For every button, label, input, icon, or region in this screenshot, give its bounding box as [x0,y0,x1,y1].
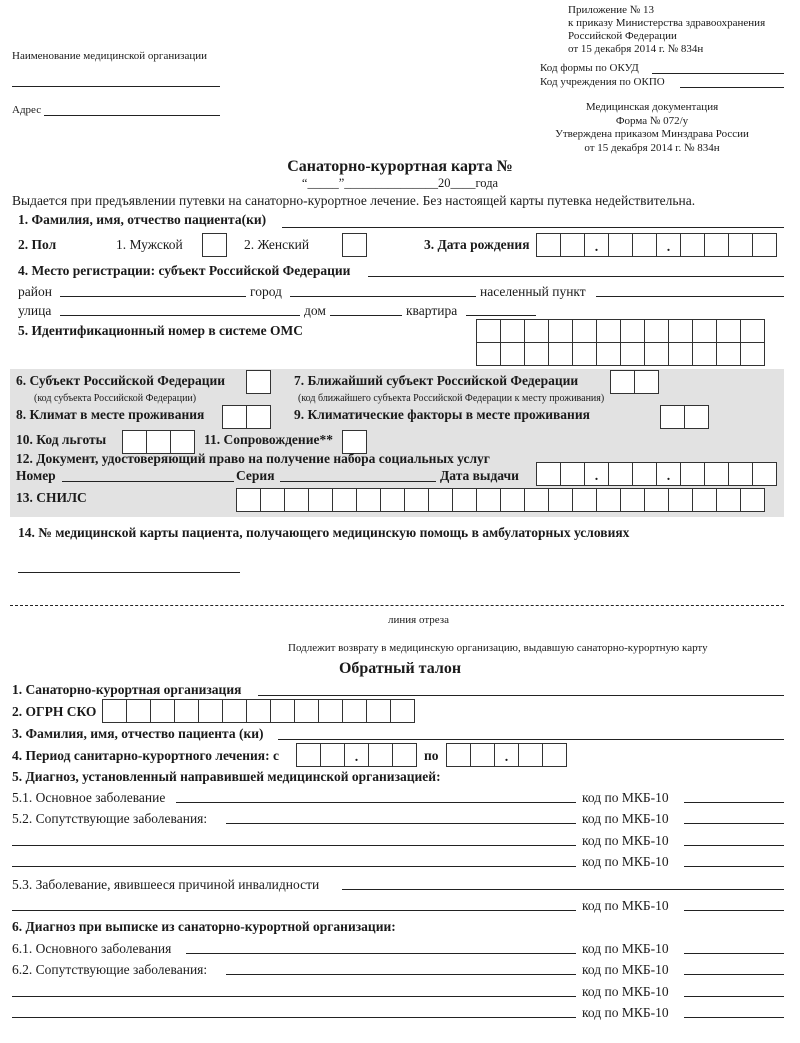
entry-cell[interactable] [596,488,621,512]
entry-cell[interactable] [246,699,271,723]
s61-field[interactable] [186,953,576,954]
entry-cell[interactable] [572,488,597,512]
f12-label: 12. Документ, удостоверяющий право на получение набора социальных услуг [16,451,490,466]
icd-label: код по МКБ-10 [582,1005,669,1020]
f6-label: 6. Субъект Российской Федерации [16,373,226,388]
entry-cell[interactable] [610,370,635,394]
org-name-label: Наименование медицинской организации [12,50,207,62]
f11-label: 11. Сопровождение** [204,432,333,447]
icd-field[interactable] [684,802,784,803]
s52-label: 5.2. Сопутствующие заболевания: [12,811,208,826]
birth-date-boxes[interactable] [536,233,777,257]
cut-line [10,605,784,606]
oms-boxes-row2[interactable] [476,342,765,366]
settlement-field[interactable] [596,296,784,297]
entry-cell[interactable] [270,699,295,723]
entry-cell[interactable] [260,488,285,512]
f6-note: (код субъекта Российской Федерации) [34,393,197,404]
entry-cell[interactable] [668,319,693,343]
entry-cell[interactable] [692,319,717,343]
entry-cell[interactable] [740,319,765,343]
entry-cell[interactable] [342,699,367,723]
entry-cell[interactable] [470,743,495,767]
entry-cell[interactable] [296,743,321,767]
entry-cell[interactable] [560,462,585,486]
address-label: Адрес [12,104,42,116]
entry-cell[interactable] [308,488,333,512]
entry-cell[interactable] [668,488,693,512]
entry-cell[interactable] [294,699,319,723]
card-date-line[interactable]: “_____”_______________20____года [301,176,499,190]
s5-label: 5. Диагноз, установленный направившей медицинской организацией: [12,769,441,784]
male-checkbox[interactable] [202,233,227,257]
icd-field[interactable] [684,1017,784,1018]
appendix-line: Российской Федерации [568,30,677,42]
entry-cell[interactable] [284,488,309,512]
card-title: Санаторно-курортная карта № [287,158,513,175]
doc-meta-line: Медицинская документация [585,101,719,113]
f5-label: 5. Идентификационный номер в системе ОМС [18,323,303,338]
f3-label: 3. Дата рождения [424,237,530,252]
f8-label: 8. Климат в месте проживания [16,407,205,422]
f7-label: 7. Ближайший субъект Российской Федерации [294,373,579,388]
house-label: дом [304,303,326,318]
entry-cell[interactable] [752,233,777,257]
entry-cell[interactable] [740,342,765,366]
s62-field[interactable] [226,974,576,975]
entry-cell[interactable] [596,342,621,366]
issue-date-label: Дата выдачи [440,468,519,483]
icd-label: код по МКБ-10 [582,790,669,805]
date-dot: . [656,233,681,257]
oms-boxes-row1[interactable] [476,319,765,343]
apartment-field[interactable] [466,315,536,316]
entry-cell[interactable] [536,233,561,257]
entry-cell[interactable] [150,699,175,723]
entry-cell[interactable] [548,319,573,343]
entry-cell[interactable] [644,488,669,512]
entry-cell[interactable] [356,488,381,512]
entry-cell[interactable] [716,319,741,343]
icd-field[interactable] [684,845,784,846]
f9-boxes[interactable] [660,405,709,429]
f13-label: 13. СНИЛС [16,490,87,505]
icd-field[interactable] [684,953,784,954]
female-checkbox[interactable] [342,233,367,257]
city-label: город [250,284,282,299]
date-dot: . [494,743,519,767]
entry-cell[interactable] [342,233,367,257]
entry-cell[interactable] [620,488,645,512]
cut-line-label: линия отреза [388,614,449,626]
icd-label: код по МКБ-10 [582,854,669,869]
s52-field-extra[interactable] [12,866,576,867]
entry-cell[interactable] [704,233,729,257]
entry-cell[interactable] [392,743,417,767]
entry-cell[interactable] [524,488,549,512]
entry-cell[interactable] [572,342,597,366]
s2-label: 2. ОГРН СКО [12,704,97,719]
icd-field[interactable] [684,910,784,911]
icd-label: код по МКБ-10 [582,962,669,977]
s1-field[interactable] [258,695,784,696]
entry-cell[interactable] [684,405,709,429]
period-from-boxes[interactable] [296,743,417,767]
number-label: Номер [16,468,56,483]
address-field[interactable] [44,115,220,116]
date-dot: . [584,233,609,257]
entry-cell[interactable] [608,233,633,257]
s53-field-extra[interactable] [12,910,576,911]
entry-cell[interactable] [174,699,199,723]
issue-date-boxes[interactable] [536,462,777,486]
entry-cell[interactable] [680,462,705,486]
entry-cell[interactable] [500,488,525,512]
appendix-line: Приложение № 13 [568,4,655,16]
entry-cell[interactable] [202,233,227,257]
entry-cell[interactable] [620,342,645,366]
settlement-label: населенный пункт [480,284,586,299]
entry-cell[interactable] [518,743,543,767]
entry-cell[interactable] [332,488,357,512]
okud-label: Код формы по ОКУД [540,62,639,74]
doc-meta-line: Утверждена приказом Минздрава России [555,128,749,140]
f10-label: 10. Код льготы [16,432,107,447]
entry-cell[interactable] [536,462,561,486]
entry-cell[interactable] [596,319,621,343]
appendix-line: от 15 декабря 2014 г. № 834н [568,43,704,55]
s53-field[interactable] [342,889,784,890]
entry-cell[interactable] [524,319,549,343]
icd-label: код по МКБ-10 [582,984,669,999]
s4-label: 4. Период санитарно-курортного лечения: с [12,748,279,763]
f4-label: 4. Место регистрации: субъект Российской Федерации [18,263,351,278]
icd-field[interactable] [684,866,784,867]
period-to-boxes[interactable] [446,743,567,767]
s1-label: 1. Санаторно-курортная организация [12,682,242,697]
stub-title: Обратный талон [338,660,462,677]
entry-cell[interactable] [476,342,501,366]
city-field[interactable] [290,296,476,297]
male-label: 1. Мужской [116,237,183,252]
entry-cell[interactable] [632,462,657,486]
entry-cell[interactable] [660,405,685,429]
entry-cell[interactable] [222,699,247,723]
entry-cell[interactable] [608,462,633,486]
entry-cell[interactable] [102,699,127,723]
house-field[interactable] [330,315,402,316]
entry-cell[interactable] [634,370,659,394]
entry-cell[interactable] [246,370,271,394]
entry-cell[interactable] [368,743,393,767]
entry-cell[interactable] [222,405,247,429]
entry-cell[interactable] [380,488,405,512]
s62-field-extra[interactable] [12,1017,576,1018]
f1-field[interactable] [282,227,784,228]
f7-boxes[interactable] [610,370,659,394]
entry-cell[interactable] [236,488,261,512]
s3-field[interactable] [278,739,784,740]
f2-label: 2. Пол [18,237,57,252]
entry-cell[interactable] [704,462,729,486]
s6-label: 6. Диагноз при выписке из санаторно-курортной организации: [12,919,396,934]
icd-field[interactable] [684,996,784,997]
org-name-field[interactable] [12,86,220,87]
s62-field-extra[interactable] [12,996,576,997]
date-dot: . [344,743,369,767]
s51-field[interactable] [176,802,576,803]
number-field[interactable] [62,481,234,482]
return-note: Подлежит возврату в медицинскую организацию, выдавшую санаторно-курортную карту [288,642,708,654]
street-field[interactable] [60,315,300,316]
icd-field[interactable] [684,823,784,824]
icd-label: код по МКБ-10 [582,811,669,826]
entry-cell[interactable] [716,342,741,366]
entry-cell[interactable] [572,319,597,343]
entry-cell[interactable] [542,743,567,767]
f8-boxes[interactable] [222,405,271,429]
f7-note: (код ближайшего субъекта Российской Федерации к месту проживания) [298,393,605,404]
series-label: Серия [236,468,275,483]
entry-cell[interactable] [548,342,573,366]
entry-cell[interactable] [632,233,657,257]
f9-label: 9. Климатические факторы в месте проживания [294,407,590,422]
apartment-label: квартира [406,303,458,318]
snils-boxes[interactable] [236,488,765,512]
doc-meta-line: от 15 декабря 2014 г. № 834н [584,141,720,154]
date-dot: . [584,462,609,486]
s53-label: 5.3. Заболевание, явившееся причиной инвалидности [12,877,320,892]
s52-field-extra[interactable] [12,845,576,846]
entry-cell[interactable] [500,342,525,366]
entry-cell[interactable] [740,488,765,512]
entry-cell[interactable] [452,488,477,512]
icd-label: код по МКБ-10 [582,833,669,848]
entry-cell[interactable] [692,488,717,512]
icd-field[interactable] [684,974,784,975]
s4-to-label: по [424,748,439,763]
female-label: 2. Женский [244,237,310,252]
entry-cell[interactable] [644,342,669,366]
entry-cell[interactable] [548,488,573,512]
entry-cell[interactable] [320,743,345,767]
icd-label: код по МКБ-10 [582,941,669,956]
entry-cell[interactable] [198,699,223,723]
entry-cell[interactable] [560,233,585,257]
entry-cell[interactable] [752,462,777,486]
s61-label: 6.1. Основного заболевания [12,941,172,956]
s52-field[interactable] [226,823,576,824]
s62-label: 6.2. Сопутствующие заболевания: [12,962,208,977]
district-label: район [18,284,52,299]
okpo-field[interactable] [680,87,784,88]
s3-label: 3. Фамилия, имя, отчество пациента (ки) [12,726,264,741]
appendix-line: к приказу Министерства здравоохранения [568,17,766,29]
entry-cell[interactable] [728,233,753,257]
card-intro: Выдается при предъявлении путевки на санаторно-курортное лечение. Без настоящей карты путевка недействительна. [12,193,696,208]
entry-cell[interactable] [692,342,717,366]
street-label: улица [18,303,52,318]
appendix-block [568,4,765,56]
entry-cell[interactable] [126,699,151,723]
entry-cell[interactable] [500,319,525,343]
f14-field[interactable] [18,572,240,573]
entry-cell[interactable] [390,699,415,723]
entry-cell[interactable] [246,405,271,429]
entry-cell[interactable] [476,488,501,512]
icd-label: код по МКБ-10 [582,898,669,913]
entry-cell[interactable] [620,319,645,343]
entry-cell[interactable] [680,233,705,257]
f14-label: 14. № медицинской карты пациента, получающего медицинскую помощь в амбулаторных условиях [18,525,630,540]
entry-cell[interactable] [728,462,753,486]
doc-meta-block [552,101,752,155]
entry-cell[interactable] [404,488,429,512]
entry-cell[interactable] [446,743,471,767]
doc-meta-line: Форма № 072/у [615,114,689,127]
f4-field[interactable] [368,276,784,277]
ogrn-boxes[interactable] [102,699,415,723]
entry-cell[interactable] [644,319,669,343]
s51-label: 5.1. Основное заболевание [12,790,166,805]
entry-cell[interactable] [476,319,501,343]
entry-cell[interactable] [366,699,391,723]
okud-field[interactable] [652,73,784,74]
entry-cell[interactable] [524,342,549,366]
entry-cell[interactable] [428,488,453,512]
okpo-label: Код учреждения по ОКПО [540,76,665,88]
date-dot: . [656,462,681,486]
f1-label: 1. Фамилия, имя, отчество пациента(ки) [18,212,267,227]
series-field[interactable] [280,481,436,482]
f6-boxes[interactable] [246,370,271,394]
entry-cell[interactable] [668,342,693,366]
district-field[interactable] [60,296,246,297]
entry-cell[interactable] [318,699,343,723]
entry-cell[interactable] [716,488,741,512]
